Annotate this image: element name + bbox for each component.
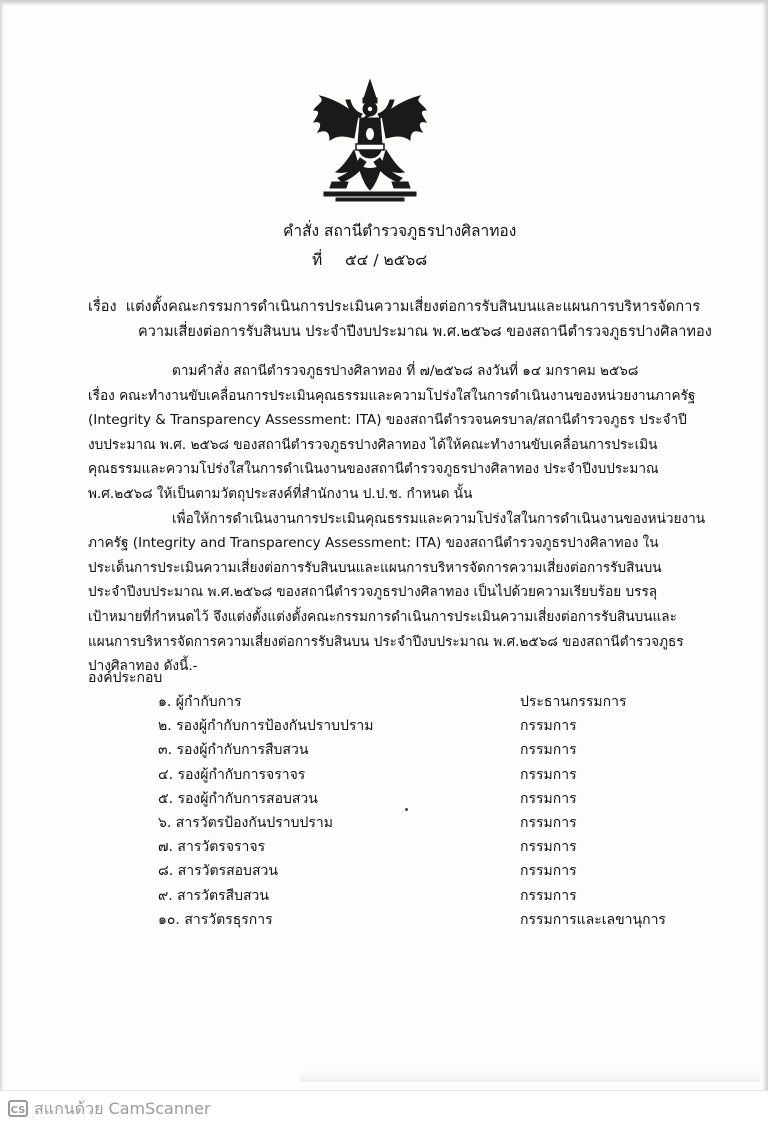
paragraph-2-line: ประเด็นการประเมินความเสี่ยงต่อการรับสินบนและแผนการบริหารจัดการความเสี่ยงต่อการรับสินบน	[88, 559, 662, 576]
order-number-label: ที่	[312, 251, 323, 269]
member-name: ๑. ผู้กำกับการ	[158, 694, 242, 710]
member-row	[158, 690, 678, 714]
paragraph-1-line: ตามคำสั่ง สถานีตำรวจภูธรปางศิลาทอง ที่ ๗/๒๕๖๘ ลงวันที่ ๑๔ มกราคม ๒๕๖๘	[172, 363, 639, 379]
member-row	[158, 738, 678, 762]
subject-text-1: แต่งตั้งคณะกรรมการดำเนินการประเมินความเสี่ยงต่อการรับสินบนและแผนการบริหารจัดการ	[125, 299, 701, 315]
paragraph-2-line: ปางศิลาทอง ดังนี้.-	[88, 658, 198, 675]
paragraph-2-line: แผนการบริหารจัดการความเสี่ยงต่อการรับสินบน ประจำปีงบประมาณ พ.ศ.๒๕๖๘ ของสถานีตำรวจภูธร	[88, 633, 684, 650]
member-row	[158, 787, 678, 811]
scan-shadow-right	[762, 0, 768, 1090]
paragraph-2-line: เพื่อให้การดำเนินงานการประเมินคุณธรรมและความโปร่งใสในการดำเนินงานของหน่วยงาน	[172, 510, 706, 527]
subject-text-2: ความเสี่ยงต่อการรับสินบน ประจำปีงบประมาณ พ.ศ.๒๕๖๘ ของสถานีตำรวจภูธรปางศิลาทอง	[138, 324, 712, 340]
member-role: กรรมการ	[520, 887, 577, 904]
member-role: กรรมการ	[520, 839, 577, 856]
member-name: ๔. รองผู้กำกับการจราจร	[158, 766, 306, 783]
garuda-emblem-icon	[308, 78, 432, 206]
body-text	[88, 359, 706, 679]
member-row	[158, 884, 678, 908]
paragraph-2-line: ประจำปีงบประมาณ พ.ศ.๒๕๖๘ ของสถานีตำรวจภูธรปางศิลาทอง เป็นไปด้วยความเรียบร้อย บรรลุ	[88, 584, 658, 601]
member-role: กรรมการ	[520, 766, 577, 783]
paragraph-1-line: เรื่อง คณะทำงานขับเคลื่อนการประเมินคุณธรรมและความโปร่งใสในการดำเนินงานของหน่วยงานภาครัฐ	[88, 387, 696, 404]
member-name: ๖. สารวัตรป้องกันปราบปราม	[158, 814, 334, 831]
member-role: กรรมการ	[520, 814, 577, 831]
member-name: ๑๐. สารวัตรธุรการ	[158, 911, 273, 928]
member-role: ประธานกรรมการ	[520, 694, 627, 710]
member-row	[158, 714, 678, 738]
paragraph-2-line: เป้าหมายที่กำหนดไว้ จึงแต่งตั้งแต่งตั้งคณะกรรมการดำเนินการประเมินความเสี่ยงต่อการรับสินบนและ	[88, 608, 677, 625]
ink-speck	[405, 808, 408, 811]
scan-shadow-bottom	[300, 1070, 760, 1082]
paragraph-2-line: ภาครัฐ (Integrity and Transparency Assessment: ITA) ของสถานีตำรวจภูธรปางศิลาทอง ใน	[88, 535, 659, 552]
paragraph-1-line: (Integrity & Transparency Assessment: ITA) ของสถานีตำรวจนครบาล/สถานีตำรวจภูธร ประจำปี	[88, 412, 687, 429]
member-row	[158, 859, 678, 883]
subject-label: เรื่อง	[88, 299, 117, 315]
subject-line-1	[88, 295, 728, 320]
order-header: คำสั่ง สถานีตำรวจภูธรปางศิลาทอง	[283, 222, 517, 240]
camscanner-footer	[0, 1090, 768, 1126]
paragraph-1-line: คุณธรรมและความโปร่งใสในการดำเนินงานของสถานีตำรวจภูธรปางศิลาทอง ประจำปีงบประมาณ	[88, 461, 659, 478]
member-row	[158, 908, 678, 932]
member-name: ๒. รองผู้กำกับการป้องกันปราบปราม	[158, 718, 374, 735]
member-list	[158, 690, 678, 932]
camscanner-watermark: สแกนด้วย CamScanner	[34, 1099, 211, 1118]
composition-label: องค์ประกอบ	[88, 670, 163, 686]
member-name: ๗. สารวัตรจราจร	[158, 839, 266, 856]
member-role: กรรมการ	[520, 863, 577, 880]
scan-shadow-top	[0, 0, 768, 6]
member-name: ๕. รองผู้กำกับการสอบสวน	[158, 790, 318, 807]
paragraph-1-line: พ.ศ.๒๕๖๘ ให้เป็นตามวัตถุประสงค์ที่สำนักงาน ป.ป.ช. กำหนด นั้น	[88, 485, 473, 502]
order-number: ๕๔ / ๒๕๖๘	[344, 251, 428, 269]
member-role: กรรมการ	[520, 790, 577, 807]
member-row	[158, 835, 678, 859]
member-row	[158, 763, 678, 787]
member-role: กรรมการ	[520, 718, 577, 735]
paragraph-1-line: งบประมาณ พ.ศ. ๒๕๖๘ ของสถานีตำรวจภูธรปางศิลาทอง ได้ให้คณะทำงานขับเคลื่อนการประเมิน	[88, 436, 658, 453]
subject-block	[88, 295, 728, 345]
member-row	[158, 811, 678, 835]
camscanner-logo-icon: CS	[8, 1100, 28, 1117]
member-role: กรรมการ	[520, 742, 577, 759]
member-role: กรรมการและเลขานุการ	[520, 911, 666, 928]
order-number-line	[312, 250, 427, 270]
member-name: ๘. สารวัตรสอบสวน	[158, 863, 278, 880]
member-name: ๓. รองผู้กำกับการสืบสวน	[158, 742, 309, 759]
scan-shadow-left	[0, 0, 4, 1090]
member-name: ๙. สารวัตรสืบสวน	[158, 887, 269, 904]
